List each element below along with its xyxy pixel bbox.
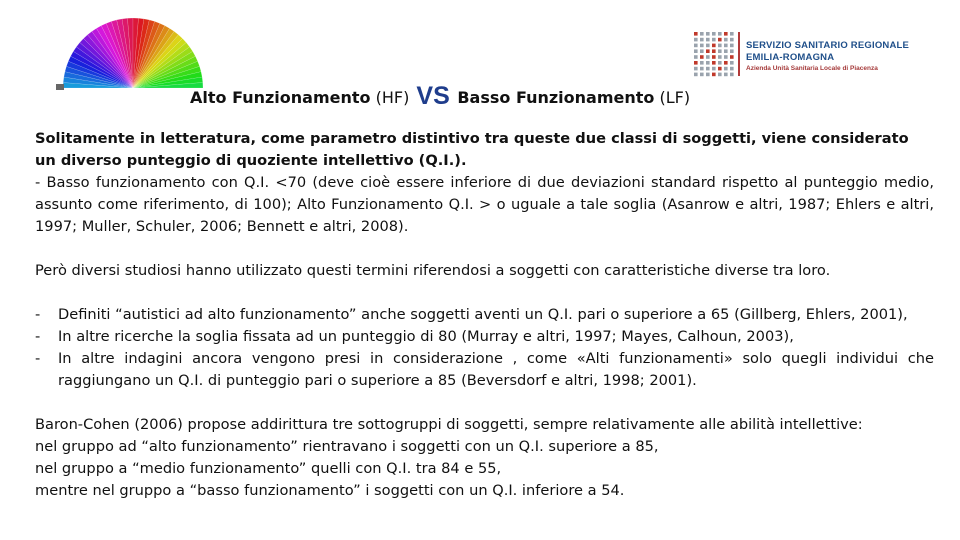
logo-dot	[724, 67, 728, 71]
logo-text	[746, 40, 909, 72]
logo-divider	[738, 32, 740, 76]
bullet-dash: -	[35, 306, 41, 323]
logo-dot	[718, 61, 722, 65]
logo-dot	[700, 55, 704, 59]
baron-cohen-block	[35, 414, 934, 502]
logo-dot	[718, 55, 722, 59]
logo-dot	[730, 44, 734, 48]
baron-line: Baron-Cohen (2006) propose addirittura tre sottogruppi di soggetti, sempre relativamente alle abilità intellettive:	[35, 416, 863, 433]
list-item	[35, 304, 934, 326]
logo-dot	[706, 73, 710, 77]
bullet-dash: -	[35, 328, 41, 345]
title-lf-abbr: (LF)	[654, 88, 691, 107]
baron-line: nel gruppo ad “alto funzionamento” rientravano i soggetti con un Q.I. superiore a 85,	[35, 438, 659, 455]
baron-line: mentre nel gruppo a “basso funzionamento” i soggetti con un Q.I. inferiore a 54.	[35, 482, 625, 499]
logo-dot	[700, 38, 704, 42]
logo-dot	[712, 67, 716, 71]
logo-dot	[712, 61, 716, 65]
logo-dot	[730, 49, 734, 53]
logo-dot	[718, 38, 722, 42]
list-item	[35, 348, 934, 392]
logo-dot	[712, 32, 716, 36]
ausl-piacenza-logo	[692, 30, 910, 80]
logo-dot	[712, 73, 716, 77]
color-fan-logo	[48, 14, 218, 90]
title-hf-abbr: (HF)	[370, 88, 415, 107]
baron-line: nel gruppo a “medio funzionamento” quelli con Q.I. tra 84 e 55,	[35, 460, 502, 477]
however-paragraph: Però diversi studiosi hanno utilizzato questi termini riferendosi a soggetti con caratteristiche diverse tra loro.	[35, 262, 831, 279]
logo-dot	[730, 55, 734, 59]
logo-line-1: SERVIZIO SANITARIO REGIONALE	[746, 40, 910, 51]
title-hf: Alto Funzionamento	[190, 88, 371, 107]
logo-dot	[694, 67, 698, 71]
logo-dot	[730, 67, 734, 71]
fan-base	[56, 84, 64, 90]
logo-dot	[712, 38, 716, 42]
logo-dot	[694, 32, 698, 36]
logo-dot	[706, 44, 710, 48]
slide-body	[35, 128, 934, 502]
logo-dot	[706, 32, 710, 36]
logo-dot	[700, 61, 704, 65]
logo-dot	[694, 38, 698, 42]
title-lf: Basso Funzionamento	[451, 88, 655, 107]
logo-dot	[724, 55, 728, 59]
logo-dot	[718, 49, 722, 53]
logo-dot	[700, 32, 704, 36]
logo-dot	[730, 61, 734, 65]
logo-dot	[700, 44, 704, 48]
logo-dot	[706, 38, 710, 42]
logo-dot	[694, 73, 698, 77]
logo-dot	[730, 32, 734, 36]
logo-dot	[718, 73, 722, 77]
logo-dot	[724, 38, 728, 42]
logo-dot	[706, 55, 710, 59]
logo-dot	[724, 73, 728, 77]
logo-dot	[712, 49, 716, 53]
logo-dot	[718, 44, 722, 48]
logo-dot	[730, 73, 734, 77]
bullet-dash: -	[35, 350, 41, 367]
logo-line-2: EMILIA-ROMAGNA	[746, 52, 835, 63]
logo-line-3: Azienda Unità Sanitaria Locale di Piacenza	[746, 65, 878, 72]
logo-dot	[706, 67, 710, 71]
logo-dot	[724, 32, 728, 36]
logo-dot	[712, 44, 716, 48]
logo-dot	[724, 49, 728, 53]
logo-dot	[724, 44, 728, 48]
intro-bold-paragraph: Solitamente in letteratura, come parametro distintivo tra queste due classi di soggetti, viene considerato un diverso punteggio di quoziente intellettivo (Q.I.).	[35, 130, 909, 169]
logo-dot	[706, 61, 710, 65]
logo-dot	[694, 49, 698, 53]
logo-dot	[700, 67, 704, 71]
list-item-text: In altre ricerche la soglia fissata ad un punteggio di 80 (Murray e altri, 1997; Mayes, Calhoun, 2003),	[58, 328, 794, 345]
logo-dot	[700, 73, 704, 77]
logo-dot	[694, 55, 698, 59]
logo-dot	[694, 44, 698, 48]
intro-detail-paragraph: - Basso funzionamento con Q.I. <70 (deve cioè essere inferiore di due deviazioni standard rispetto al punteggio medio, assunto come riferimento, di 100); Alto Funzionamento Q.I. > o uguale a tale soglia (Asanrow e altri, 1987; Ehlers e altri, 1997; Muller, Schuler, 2006; Bennett e altri, 2008).	[35, 174, 934, 235]
logo-dot-grid-icon	[692, 30, 736, 78]
logo-dot	[718, 32, 722, 36]
logo-dot	[712, 55, 716, 59]
logo-dot	[694, 61, 698, 65]
list-item-text: Definiti “autistici ad alto funzionamento” anche soggetti aventi un Q.I. pari o superiore a 65 (Gillberg, Ehlers, 2001),	[58, 306, 908, 323]
list-item-text: In altre indagini ancora vengono presi in considerazione , come «Alti funzionamenti» solo quegli individui che raggiungano un Q.I. di punteggio pari o superiore a 85 (Beversdorf e altri, 1998; 2001).	[58, 350, 934, 389]
logo-dot	[700, 49, 704, 53]
bullet-list	[35, 304, 934, 392]
title-vs: VS	[416, 82, 450, 110]
logo-dot	[718, 67, 722, 71]
list-item	[35, 326, 934, 348]
logo-dot	[706, 49, 710, 53]
logo-dot	[724, 61, 728, 65]
slide-title	[190, 82, 690, 111]
logo-dot	[730, 38, 734, 42]
